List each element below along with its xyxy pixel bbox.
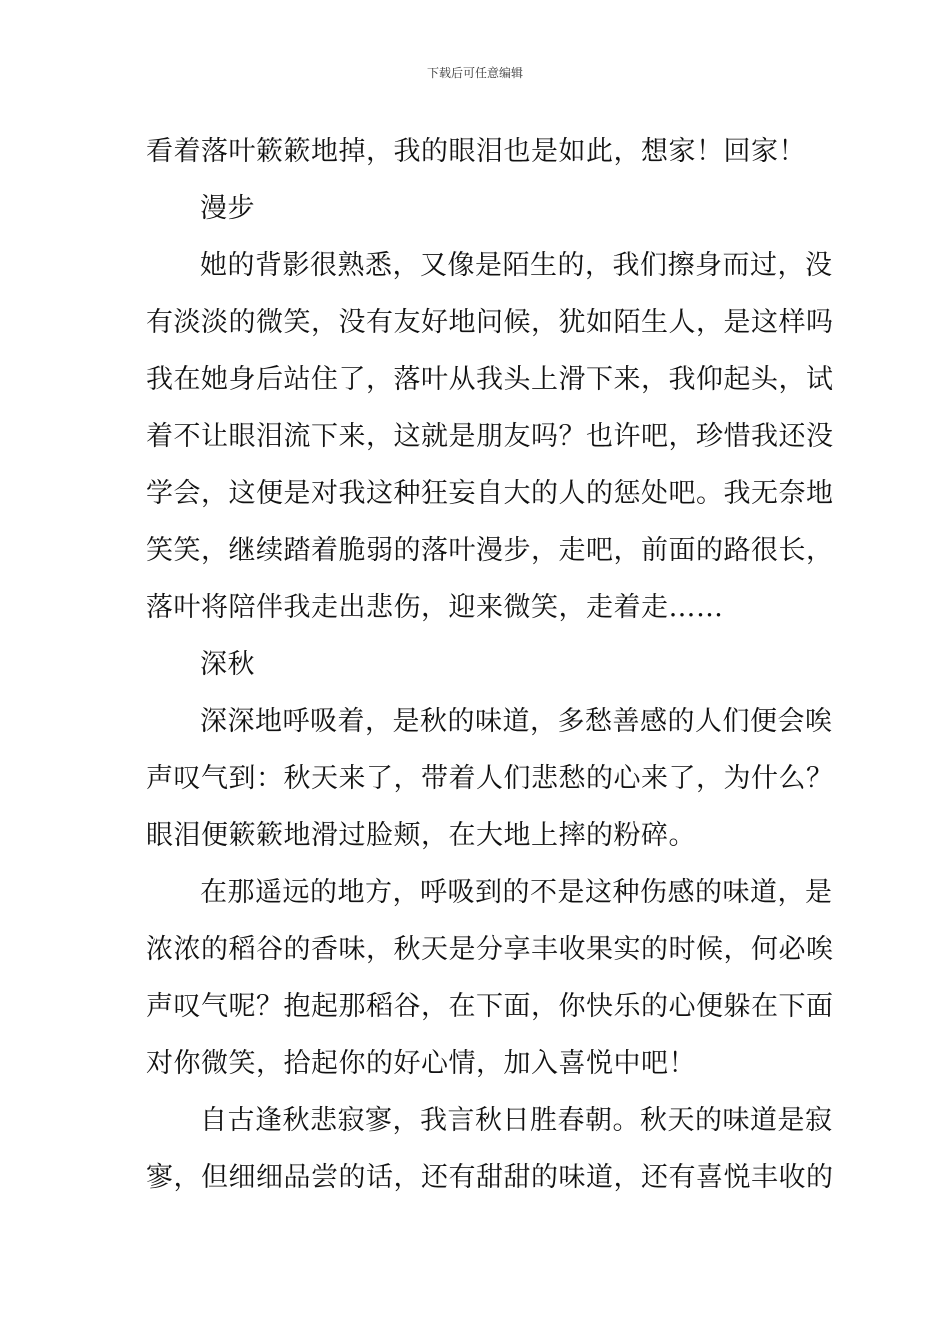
text-line: 有淡淡的微笑，没有友好地问候，犹如陌生人，是这样吗: [146, 307, 834, 338]
text-line: 在那遥远的地方，呼吸到的不是这种伤感的味道，是: [200, 877, 833, 908]
text-line: 声叹气到：秋天来了，带着人们悲愁的心来了，为什么？: [146, 763, 834, 794]
text-line: 眼泪便簌簌地滑过脸颊，在大地上摔的粉碎。: [146, 820, 696, 851]
section-title-shenqiu: 深秋: [200, 649, 255, 680]
text-line: 声叹气呢？抱起那稻谷，在下面，你快乐的心便躲在下面: [146, 991, 834, 1022]
text-line: 对你微笑，拾起你的好心情，加入喜悦中吧！: [146, 1048, 696, 1079]
text-line: 学会，这便是对我这种狂妄自大的人的惩处吧。我无奈地: [146, 478, 834, 509]
page-header: 下载后可任意编辑: [426, 66, 523, 80]
section-title-manbu: 漫步: [200, 193, 255, 224]
text-line: 浓浓的稻谷的香味，秋天是分享丰收果实的时候，何必唉: [146, 934, 834, 965]
text-line: 落叶将陪伴我走出悲伤，迎来微笑，走着走……: [146, 592, 724, 623]
text-line: 我在她身后站住了，落叶从我头上滑下来，我仰起头，试: [146, 364, 834, 395]
text-line: 看着落叶簌簌地掉，我的眼泪也是如此，想家！回家！: [146, 136, 806, 167]
text-line: 笑笑，继续踏着脆弱的落叶漫步，走吧，前面的路很长，: [146, 535, 834, 566]
text-line: 着不让眼泪流下来，这就是朋友吗？也许吧，珍惜我还没: [146, 421, 834, 452]
text-line: 深深地呼吸着，是秋的味道，多愁善感的人们便会唉: [200, 706, 833, 737]
text-line: 自古逢秋悲寂寥，我言秋日胜春朝。秋天的味道是寂: [200, 1105, 833, 1136]
text-line: 寥，但细细品尝的话，还有甜甜的味道，还有喜悦丰收的: [146, 1162, 834, 1193]
text-line: 她的背影很熟悉，又像是陌生的，我们擦身而过，没: [200, 250, 833, 281]
